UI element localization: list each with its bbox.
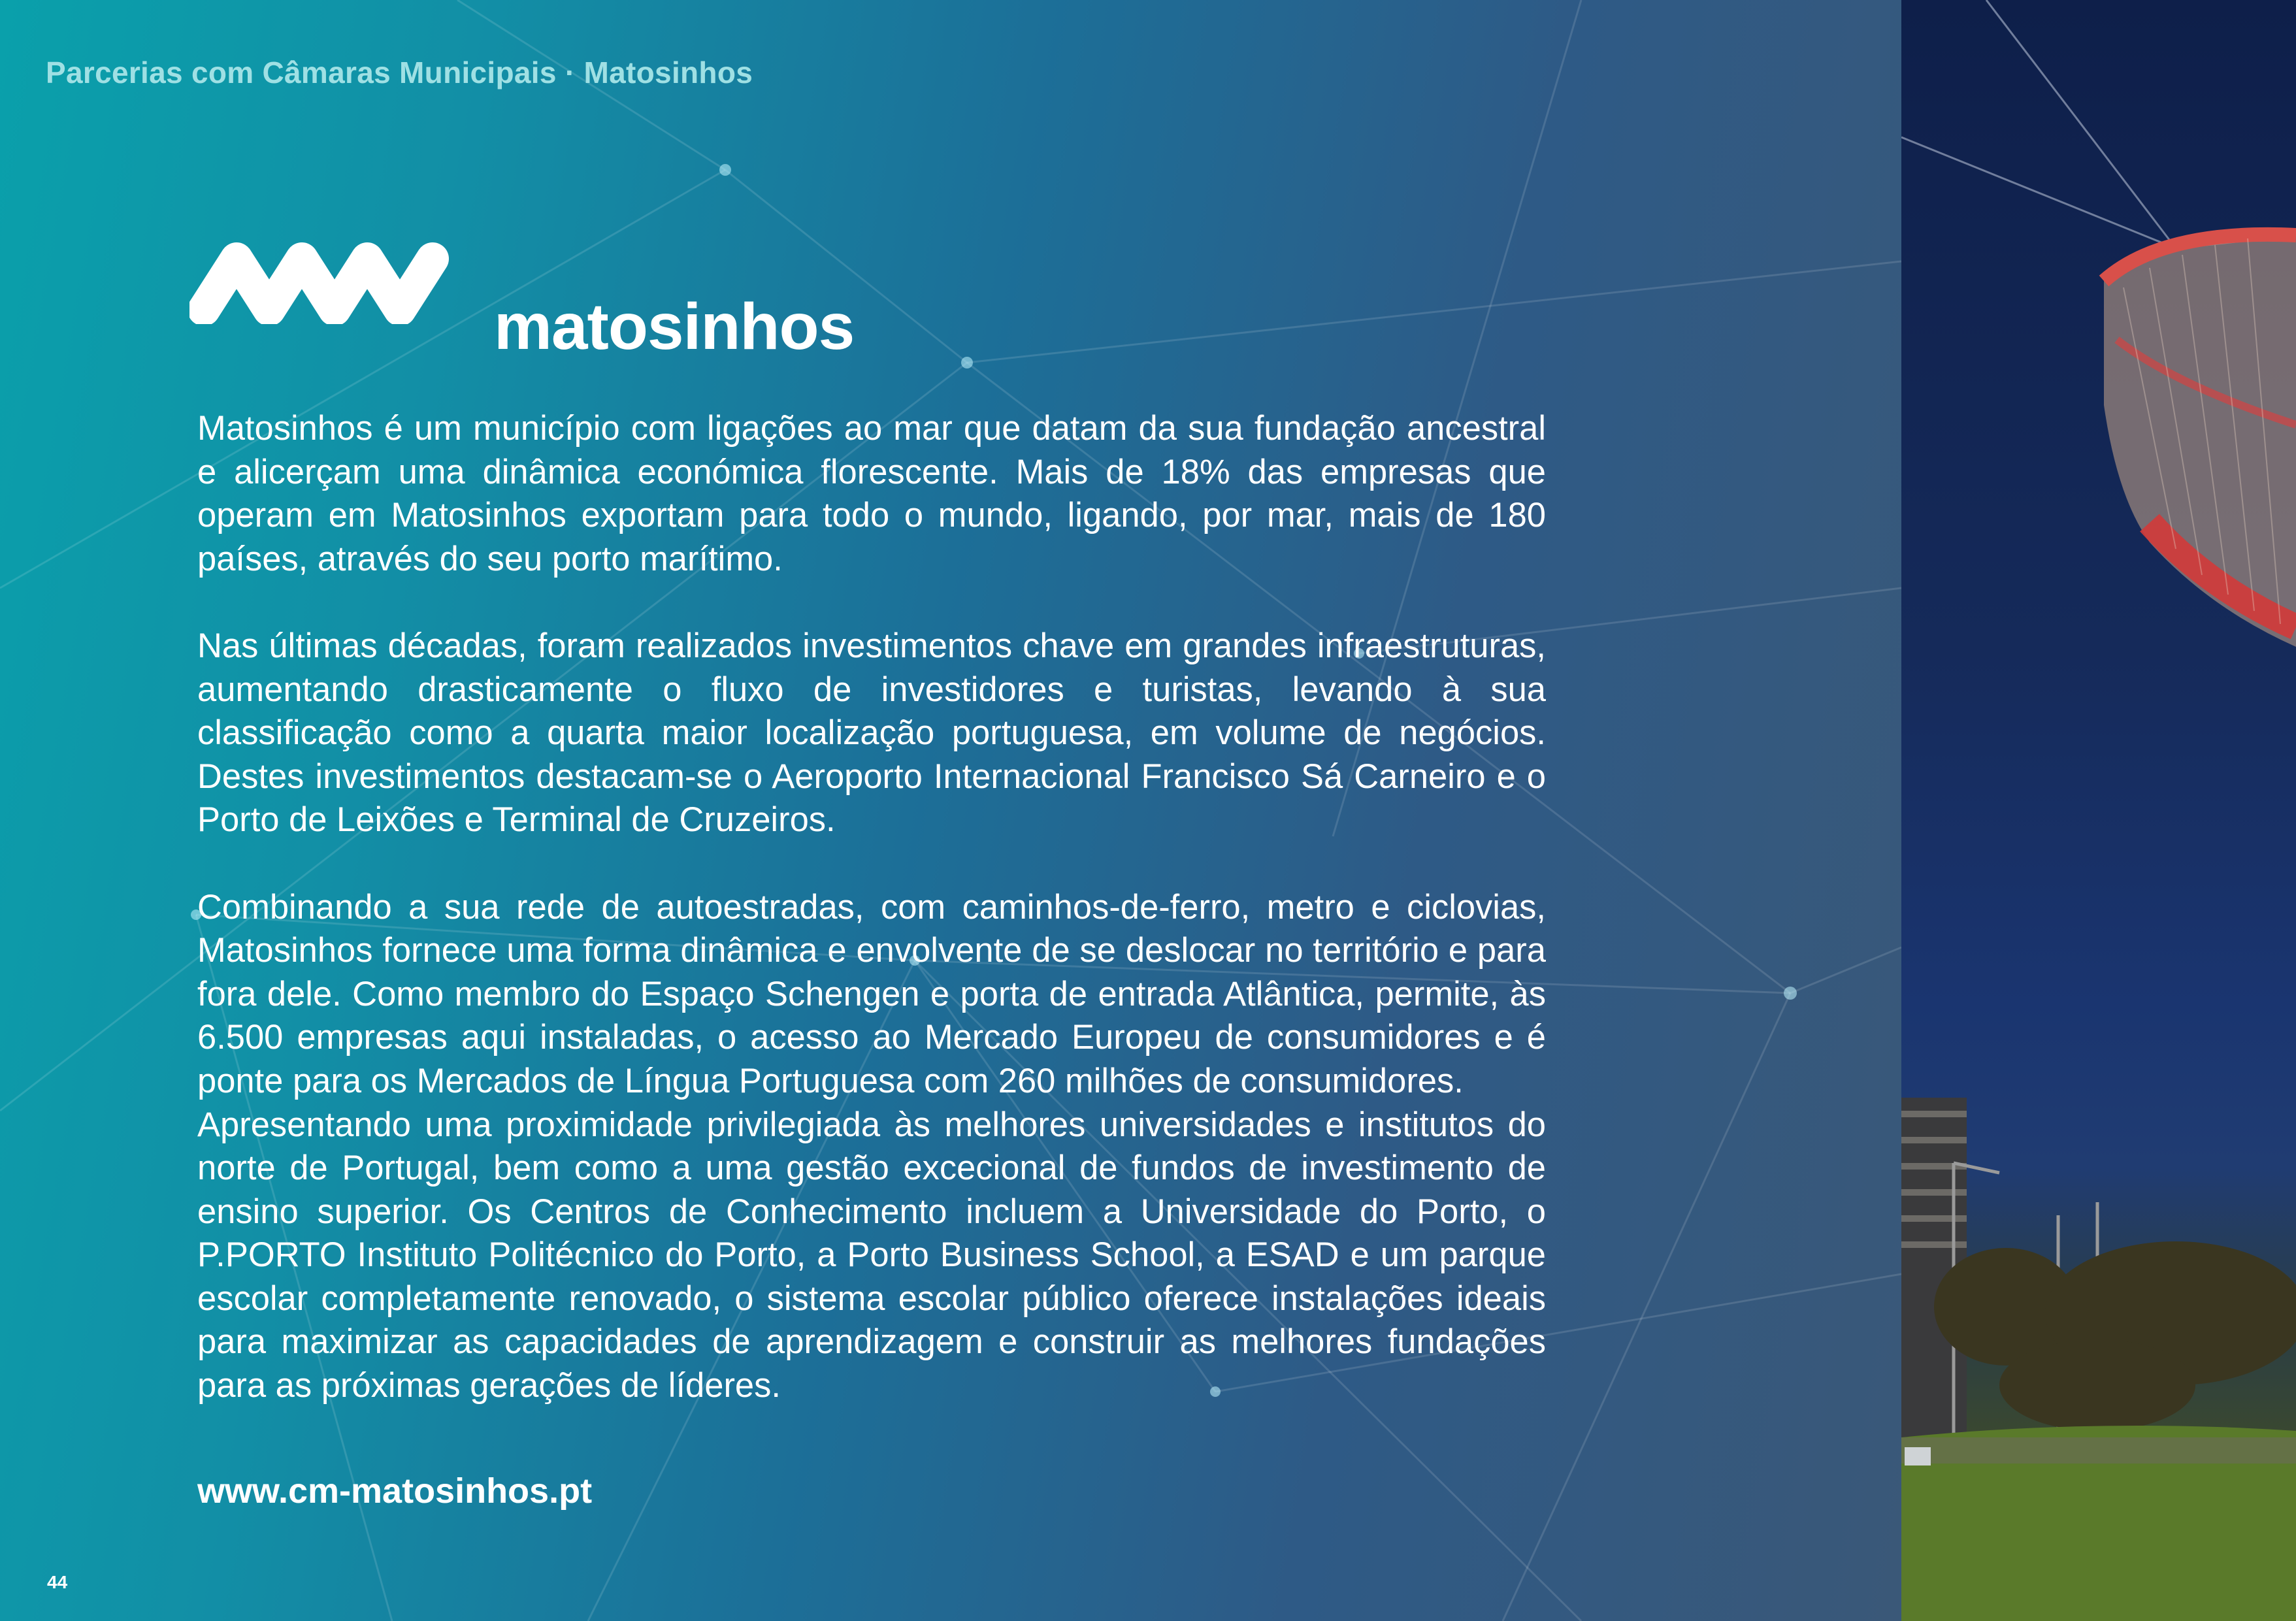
paragraph-4: Apresentando uma proximidade privilegiada às melhores universidades e institutos do norte de Portugal, bem como a uma gestão excecional de fundos de investimento de ensino superior. Os Centros de Conhecimento incluem a Universidade do Porto, o P.PORTO Instituto Politécnico do Porto, a Porto Business School, a ESAD e um parque escolar completamente renovado, o sistema escolar público oferece instalações ideais para maximizar as capacidades de aprendizagem e construir as melhores fundações para as próximas gerações de líderes.: [197, 1105, 1546, 1405]
breadcrumb: Parcerias com Câmaras Municipais · Matosinhos: [46, 56, 753, 90]
paragraph-1: Matosinhos é um município com ligações ao mar que datam da sua fundação ancestral e alicerçam uma dinâmica económica florescente. Mais de 18% das empresas que operam em Matosinhos exportam para todo o mundo, ligando, por mar, mais de 180 países, através do seu porto marítimo.: [197, 409, 1546, 578]
page-number: 44: [47, 1572, 68, 1592]
paragraph-2: Nas últimas décadas, foram realizados investimentos chave em grandes infraestruturas, aumentando drasticamente o fluxo de investidores e turistas, levando à sua classificação como a quarta maior localização portuguesa, em volume de negócios. Destes investimentos destacam-se o Aeroporto Internacional Francisco Sá Carneiro e o Porto de Leixões e Terminal de Cruzeiros.: [197, 626, 1546, 840]
side-photo: [1901, 0, 2296, 1621]
matosinhos-logo-icon: [189, 240, 451, 324]
photo-illustration: [1901, 0, 2296, 1621]
logo-wordmark: matosinhos: [494, 290, 855, 363]
paragraph-3: Combinando a sua rede de autoestradas, com caminhos-de-ferro, metro e ciclovias, Matosinhos fornece uma forma dinâmica e envolvente de se deslocar no território e para fora dele. Como membro do Espaço Schengen e porta de entrada Atlântica, permite, às 6.500 empresas aqui instaladas, o acesso ao Mercado Europeu de consumidores e é ponte para os Mercados de Língua Portuguesa com 260 milhões de consumidores.: [197, 887, 1546, 1100]
website-link[interactable]: www.cm-matosinhos.pt: [197, 1471, 593, 1511]
body-text: [197, 407, 1546, 1408]
